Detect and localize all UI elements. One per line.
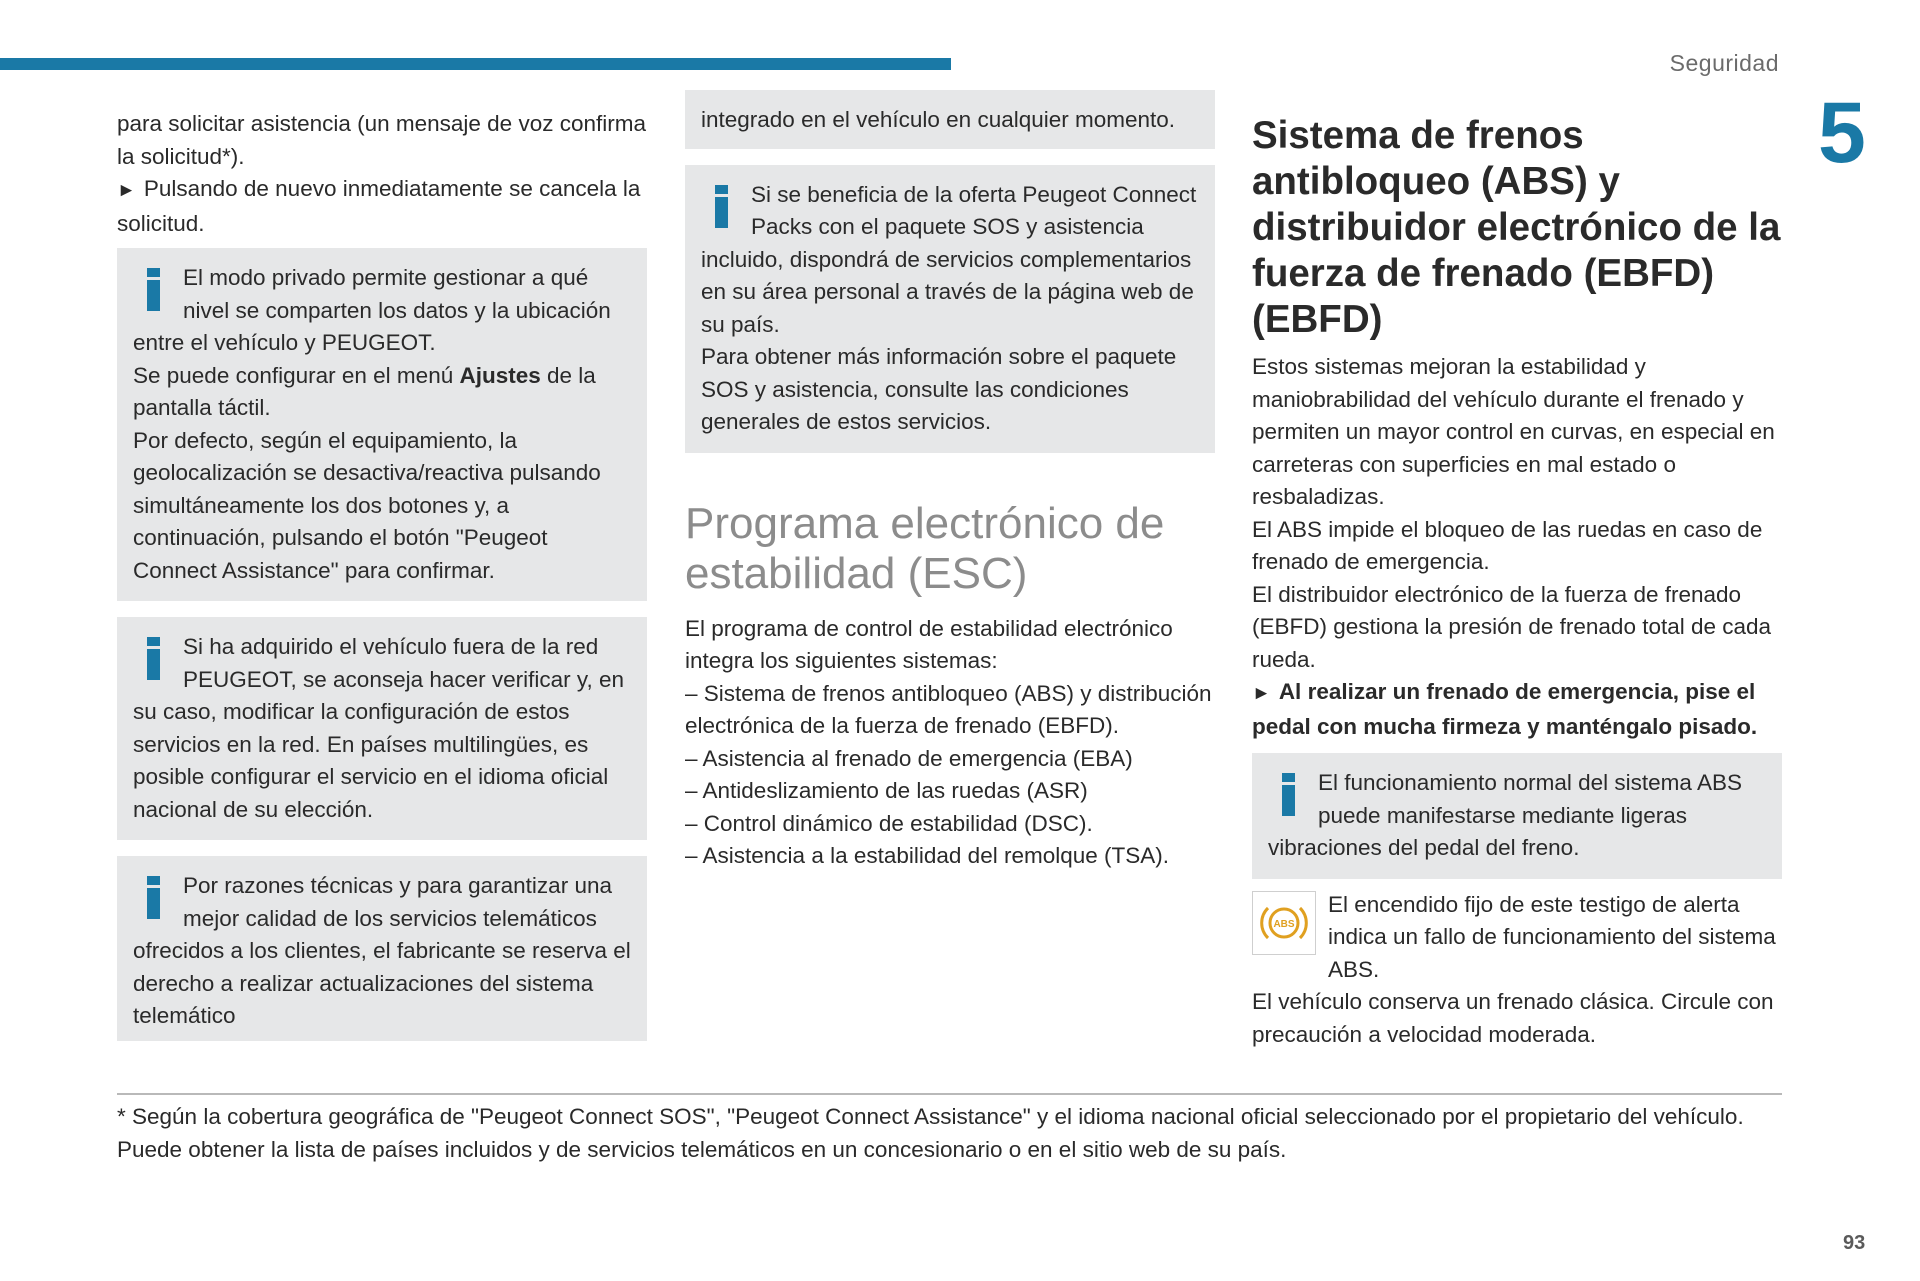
abs-warning-text: El encendido fijo de este testigo de alerta indica un fallo de funcionamiento del sistema ABS. — [1328, 891, 1776, 982]
abs-warning-block — [1252, 889, 1782, 1052]
info-box-abs-vibration — [1252, 753, 1782, 879]
arrow-right-icon: ► — [117, 180, 136, 201]
intro-paragraph: para solicitar asistencia (un mensaje de voz confirma la solicitud*). — [117, 111, 646, 169]
info-box-telematic-updates — [117, 856, 647, 1041]
abs-paragraph-1: Estos sistemas mejoran la estabilidad y maniobrabilidad del vehículo durante el frenado y permiten un mayor control en curvas, en especial en carreteras con superficies en mal estado o resbaladizas. — [1252, 354, 1775, 509]
abs-heading: Sistema de frenos antibloqueo (ABS) y distribuidor electrónico de la fuerza de frenado (EBFD) (EBFD) — [1252, 114, 1781, 341]
info-icon — [701, 179, 745, 237]
info-text: integrado en el vehículo en cualquier momento. — [701, 107, 1176, 132]
abs-instruction — [1252, 676, 1782, 743]
esc-list-item: – Asistencia al frenado de emergencia (EBA) — [685, 745, 1133, 771]
info-box-continued — [685, 90, 1215, 149]
footnote-line-2: Puede obtener la lista de países incluidos y de servicios telemáticos en un concesionario o en el sitio web de su país. — [117, 1136, 1287, 1162]
info-box-private-mode — [117, 248, 647, 601]
footnote-line-1: * Según la cobertura geográfica de "Peugeot Connect SOS", "Peugeot Connect Assistance" y el idioma nacional oficial seleccionado por el propietario del vehículo. — [117, 1104, 1744, 1129]
esc-intro: El programa de control de estabilidad electrónico integra los siguientes sistemas: — [685, 615, 1173, 673]
column-right — [1252, 108, 1782, 1051]
intro-step-text: Pulsando de nuevo inmediatamente se cancela la solicitud. — [117, 176, 641, 236]
info-text-b-post: de la pantalla táctil. — [133, 362, 596, 420]
info-icon — [133, 870, 177, 928]
intro-step — [117, 173, 647, 240]
column-middle — [685, 108, 1215, 873]
footnote — [117, 1101, 1782, 1166]
esc-list — [685, 678, 1215, 873]
info-text-b: Para obtener más información sobre el paquete SOS y asistencia, consulte las condiciones generales de estos servicios. — [701, 344, 1177, 434]
info-text-b-pre: Se puede configurar en el menú — [133, 362, 460, 388]
info-text-b — [133, 360, 631, 425]
info-box-dealer-network — [117, 617, 647, 840]
chapter-number: 5 — [1818, 85, 1866, 181]
info-text: El funcionamiento normal del sistema ABS puede manifestarse mediante ligeras vibraciones del pedal del freno. — [1268, 770, 1742, 860]
info-icon — [133, 262, 177, 320]
abs-paragraph-2: El ABS impide el bloqueo de las ruedas en caso de frenado de emergencia. — [1252, 516, 1763, 574]
footnote-divider — [117, 1093, 1782, 1095]
info-text-c: Por defecto, según el equipamiento, la geolocalización se desactiva/reactiva pulsando simultáneamente los dos botones y, a continuación, pulsando el botón "Peugeot Connect Assistance" para confirmar. — [133, 427, 601, 583]
abs-paragraph-5: El vehículo conserva un frenado clásica. Circule con precaución a velocidad moderada. — [1252, 989, 1774, 1047]
arrow-right-icon: ► — [1252, 683, 1271, 704]
abs-lamp-label: ABS — [1273, 918, 1295, 930]
abs-paragraph-3: El distribuidor electrónico de la fuerza de frenado (EBFD) gestiona la presión de frenado total de cada rueda. — [1252, 581, 1772, 672]
abs-warning-lamp-icon — [1252, 891, 1316, 955]
settings-menu-label: Ajustes — [459, 362, 541, 388]
esc-list-item: – Antideslizamiento de las ruedas (ASR) — [685, 778, 1088, 803]
info-text: Si ha adquirido el vehículo fuera de la red PEUGEOT, se aconseja hacer verificar y, en su caso, modificar la configuración de estos servicios en la red. En países multilingües, es posible configurar el servicio en el idioma oficial nacional de su elección. — [133, 634, 625, 822]
abs-instruction-text: Al realizar un frenado de emergencia, pise el pedal con mucha firmeza y manténgalo pisado. — [1252, 679, 1758, 739]
esc-heading: Programa electrónico de estabilidad (ESC) — [685, 498, 1165, 598]
info-text: Por razones técnicas y para garantizar una mejor calidad de los servicios telemáticos ofrecidos a los clientes, el fabricante se reserva el derecho a realizar actualizaciones del sistema telemático — [133, 873, 631, 1028]
section-title: Seguridad — [1669, 50, 1779, 76]
esc-list-item: – Asistencia a la estabilidad del remolque (TSA). — [685, 843, 1170, 868]
page-number: 93 — [1843, 1232, 1866, 1254]
esc-list-item: – Control dinámico de estabilidad (DSC). — [685, 810, 1093, 836]
info-text-a: El modo privado permite gestionar a qué nivel se comparten los datos y la ubicación entre el vehículo y PEUGEOT. — [133, 265, 611, 355]
column-left — [117, 108, 647, 1041]
esc-list-item: – Sistema de frenos antibloqueo (ABS) y distribución electrónica de la fuerza de frenado (EBFD). — [685, 680, 1212, 738]
info-icon — [1268, 767, 1312, 825]
info-text-a: Si se beneficia de la oferta Peugeot Connect Packs con el paquete SOS y asistencia incluido, dispondrá de servicios complementarios en su área personal a través de la página web de su país. — [701, 181, 1197, 337]
info-box-connect-packs — [685, 165, 1215, 453]
info-icon — [133, 631, 177, 689]
top-accent-bar — [0, 58, 951, 70]
